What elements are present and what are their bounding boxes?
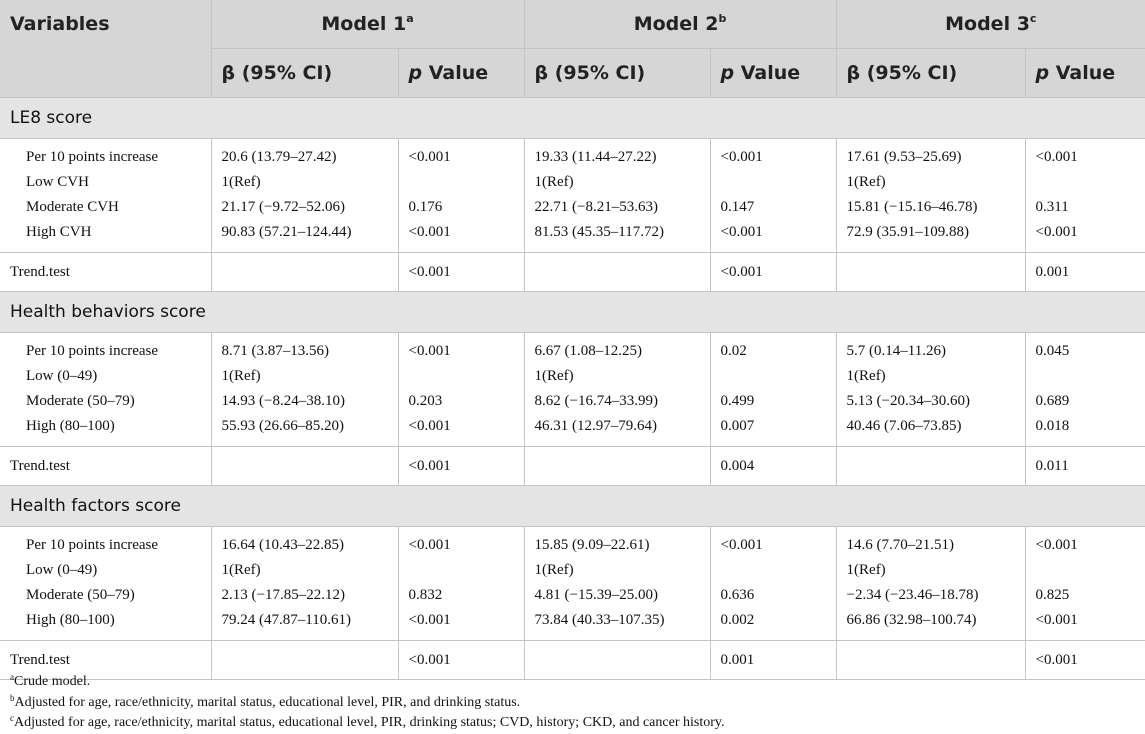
trend-label: Trend.test xyxy=(0,253,211,292)
p-value-cell: 0.011 xyxy=(1025,447,1145,486)
beta-cell: 15.85 (9.09–22.61) xyxy=(524,527,710,559)
section-header xyxy=(0,486,1145,527)
beta-cell: 46.31 (12.97–79.64) xyxy=(524,414,710,447)
p-value-cell: <0.001 xyxy=(710,220,836,253)
p-value-cell: 0.636 xyxy=(710,583,836,608)
p-value-cell: 0.311 xyxy=(1025,195,1145,220)
table-row xyxy=(0,558,1145,583)
p-value-cell xyxy=(398,170,524,195)
header-blank xyxy=(0,49,211,98)
row-label: High CVH xyxy=(26,224,92,240)
p-value-cell: 0.689 xyxy=(1025,389,1145,414)
table-row xyxy=(0,364,1145,389)
beta-cell: 90.83 (57.21–124.44) xyxy=(211,220,398,253)
section-header xyxy=(0,98,1145,139)
p-value-cell: <0.001 xyxy=(398,139,524,171)
header-model-1: Model 1$^a$ xyxy=(211,0,524,49)
p-value-cell xyxy=(1025,558,1145,583)
header-p-2: p Value xyxy=(710,49,836,98)
beta-cell: 20.6 (13.79–27.42) xyxy=(211,139,398,171)
beta-cell: 8.62 (−16.74–33.99) xyxy=(524,389,710,414)
beta-cell: 15.81 (−15.16–46.78) xyxy=(836,195,1025,220)
footnote-b: $^b$Adjusted for age, race/ethnicity, marital status, educational level, PIR, and drinking status. xyxy=(10,692,521,710)
p-value-cell: <0.001 xyxy=(710,253,836,292)
beta-cell xyxy=(524,447,710,486)
beta-cell: 21.17 (−9.72–52.06) xyxy=(211,195,398,220)
p-value-cell: 0.018 xyxy=(1025,414,1145,447)
table-row xyxy=(0,170,1145,195)
p-value-cell: <0.001 xyxy=(1025,641,1145,680)
p-value-cell xyxy=(710,170,836,195)
beta-cell: −2.34 (−23.46–18.78) xyxy=(836,583,1025,608)
header-model-2: Model 2$^b$ xyxy=(524,0,836,49)
p-value-cell: 0.002 xyxy=(710,608,836,641)
footnote-c: $^c$Adjusted for age, race/ethnicity, marital status, educational level, PIR, drinking status; CVD, history; CKD, and cancer history. xyxy=(10,713,725,730)
beta-cell: 1(Ref) xyxy=(211,364,398,389)
section-header xyxy=(0,292,1145,333)
beta-cell: 79.24 (47.87–110.61) xyxy=(211,608,398,641)
header-p-3: p Value xyxy=(1025,49,1145,98)
row-label: Per 10 points increase xyxy=(26,343,159,359)
row-label: High (80–100) xyxy=(26,612,115,628)
p-value-cell: <0.001 xyxy=(710,139,836,171)
trend-row xyxy=(0,253,1145,292)
table-row xyxy=(0,139,1145,171)
header-beta-3: β (95% CI) xyxy=(836,49,1025,98)
beta-cell xyxy=(211,447,398,486)
beta-cell xyxy=(524,253,710,292)
p-value-cell: <0.001 xyxy=(398,253,524,292)
beta-cell: 1(Ref) xyxy=(836,558,1025,583)
p-value-cell: <0.001 xyxy=(1025,527,1145,559)
beta-cell: 17.61 (9.53–25.69) xyxy=(836,139,1025,171)
beta-cell: 22.71 (−8.21–53.63) xyxy=(524,195,710,220)
p-value-cell: <0.001 xyxy=(1025,220,1145,253)
p-value-cell: 0.499 xyxy=(710,389,836,414)
p-value-cell xyxy=(1025,170,1145,195)
beta-cell: 1(Ref) xyxy=(524,558,710,583)
p-value-cell: 0.045 xyxy=(1025,333,1145,365)
beta-cell xyxy=(836,253,1025,292)
p-value-cell: 0.147 xyxy=(710,195,836,220)
table-row xyxy=(0,220,1145,253)
beta-cell: 72.9 (35.91–109.88) xyxy=(836,220,1025,253)
p-value-cell: 0.001 xyxy=(1025,253,1145,292)
p-value-cell xyxy=(710,558,836,583)
row-label: Per 10 points increase xyxy=(26,537,159,553)
header-row-columns xyxy=(0,49,1145,98)
table-row xyxy=(0,333,1145,365)
beta-cell: 1(Ref) xyxy=(211,558,398,583)
beta-cell: 73.84 (40.33–107.35) xyxy=(524,608,710,641)
header-row-models xyxy=(0,0,1145,49)
row-label: Moderate (50–79) xyxy=(26,587,135,603)
header-variables: Variables xyxy=(10,13,110,36)
p-value-cell: <0.001 xyxy=(1025,608,1145,641)
p-value-cell xyxy=(1025,364,1145,389)
beta-cell: 1(Ref) xyxy=(211,170,398,195)
p-value-cell: 0.004 xyxy=(710,447,836,486)
table-row xyxy=(0,527,1145,559)
p-value-cell: <0.001 xyxy=(398,333,524,365)
beta-cell: 6.67 (1.08–12.25) xyxy=(524,333,710,365)
table-row xyxy=(0,608,1145,641)
p-value-cell: 0.825 xyxy=(1025,583,1145,608)
table-row xyxy=(0,195,1145,220)
p-value-cell: 0.203 xyxy=(398,389,524,414)
p-value-cell: 0.176 xyxy=(398,195,524,220)
header-beta-1: β (95% CI) xyxy=(211,49,398,98)
row-label: Low (0–49) xyxy=(26,562,98,578)
header-model-3: Model 3$^c$ xyxy=(836,0,1145,49)
header-p-1: p Value xyxy=(398,49,524,98)
footnotes xyxy=(10,672,724,734)
trend-label: Trend.test xyxy=(0,641,211,680)
p-value-cell: <0.001 xyxy=(1025,139,1145,171)
beta-cell: 55.93 (26.66–85.20) xyxy=(211,414,398,447)
row-label: Moderate CVH xyxy=(26,199,119,215)
p-value-cell: <0.001 xyxy=(398,641,524,680)
p-value-cell: 0.001 xyxy=(710,641,836,680)
beta-cell: 1(Ref) xyxy=(524,364,710,389)
table-row xyxy=(0,414,1145,447)
beta-cell: 40.46 (7.06–73.85) xyxy=(836,414,1025,447)
row-label: Low (0–49) xyxy=(26,368,98,384)
p-value-cell xyxy=(398,558,524,583)
p-value-cell xyxy=(710,364,836,389)
p-value-cell: <0.001 xyxy=(398,414,524,447)
beta-cell: 14.93 (−8.24–38.10) xyxy=(211,389,398,414)
beta-cell xyxy=(836,447,1025,486)
section-title: Health factors score xyxy=(0,486,1145,527)
beta-cell: 4.81 (−15.39–25.00) xyxy=(524,583,710,608)
beta-cell: 8.71 (3.87–13.56) xyxy=(211,333,398,365)
p-value-cell: <0.001 xyxy=(398,447,524,486)
beta-cell: 2.13 (−17.85–22.12) xyxy=(211,583,398,608)
trend-label: Trend.test xyxy=(0,447,211,486)
row-label: High (80–100) xyxy=(26,418,115,434)
row-label: Low CVH xyxy=(26,174,89,190)
p-value-cell: <0.001 xyxy=(398,220,524,253)
beta-cell: 16.64 (10.43–22.85) xyxy=(211,527,398,559)
footnote-a: $^a$Crude model. xyxy=(10,672,91,689)
beta-cell: 81.53 (45.35–117.72) xyxy=(524,220,710,253)
row-label: Moderate (50–79) xyxy=(26,393,135,409)
p-value-cell: 0.832 xyxy=(398,583,524,608)
beta-cell: 14.6 (7.70–21.51) xyxy=(836,527,1025,559)
section-title: LE8 score xyxy=(0,98,1145,139)
beta-cell: 1(Ref) xyxy=(836,170,1025,195)
beta-cell xyxy=(211,253,398,292)
table-row xyxy=(0,389,1145,414)
p-value-cell: 0.02 xyxy=(710,333,836,365)
p-value-cell: <0.001 xyxy=(398,527,524,559)
beta-cell: 66.86 (32.98–100.74) xyxy=(836,608,1025,641)
beta-cell: 5.13 (−20.34–30.60) xyxy=(836,389,1025,414)
table-body xyxy=(0,98,1145,680)
table-row xyxy=(0,583,1145,608)
beta-cell: 1(Ref) xyxy=(524,170,710,195)
p-value-cell: <0.001 xyxy=(398,608,524,641)
row-label: Per 10 points increase xyxy=(26,149,159,165)
section-title: Health behaviors score xyxy=(0,292,1145,333)
beta-cell: 1(Ref) xyxy=(836,364,1025,389)
p-value-cell xyxy=(398,364,524,389)
header-beta-2: β (95% CI) xyxy=(524,49,710,98)
trend-row xyxy=(0,447,1145,486)
beta-cell: 5.7 (0.14–11.26) xyxy=(836,333,1025,365)
beta-cell xyxy=(836,641,1025,680)
p-value-cell: 0.007 xyxy=(710,414,836,447)
p-value-cell: <0.001 xyxy=(710,527,836,559)
beta-cell: 19.33 (11.44–27.22) xyxy=(524,139,710,171)
